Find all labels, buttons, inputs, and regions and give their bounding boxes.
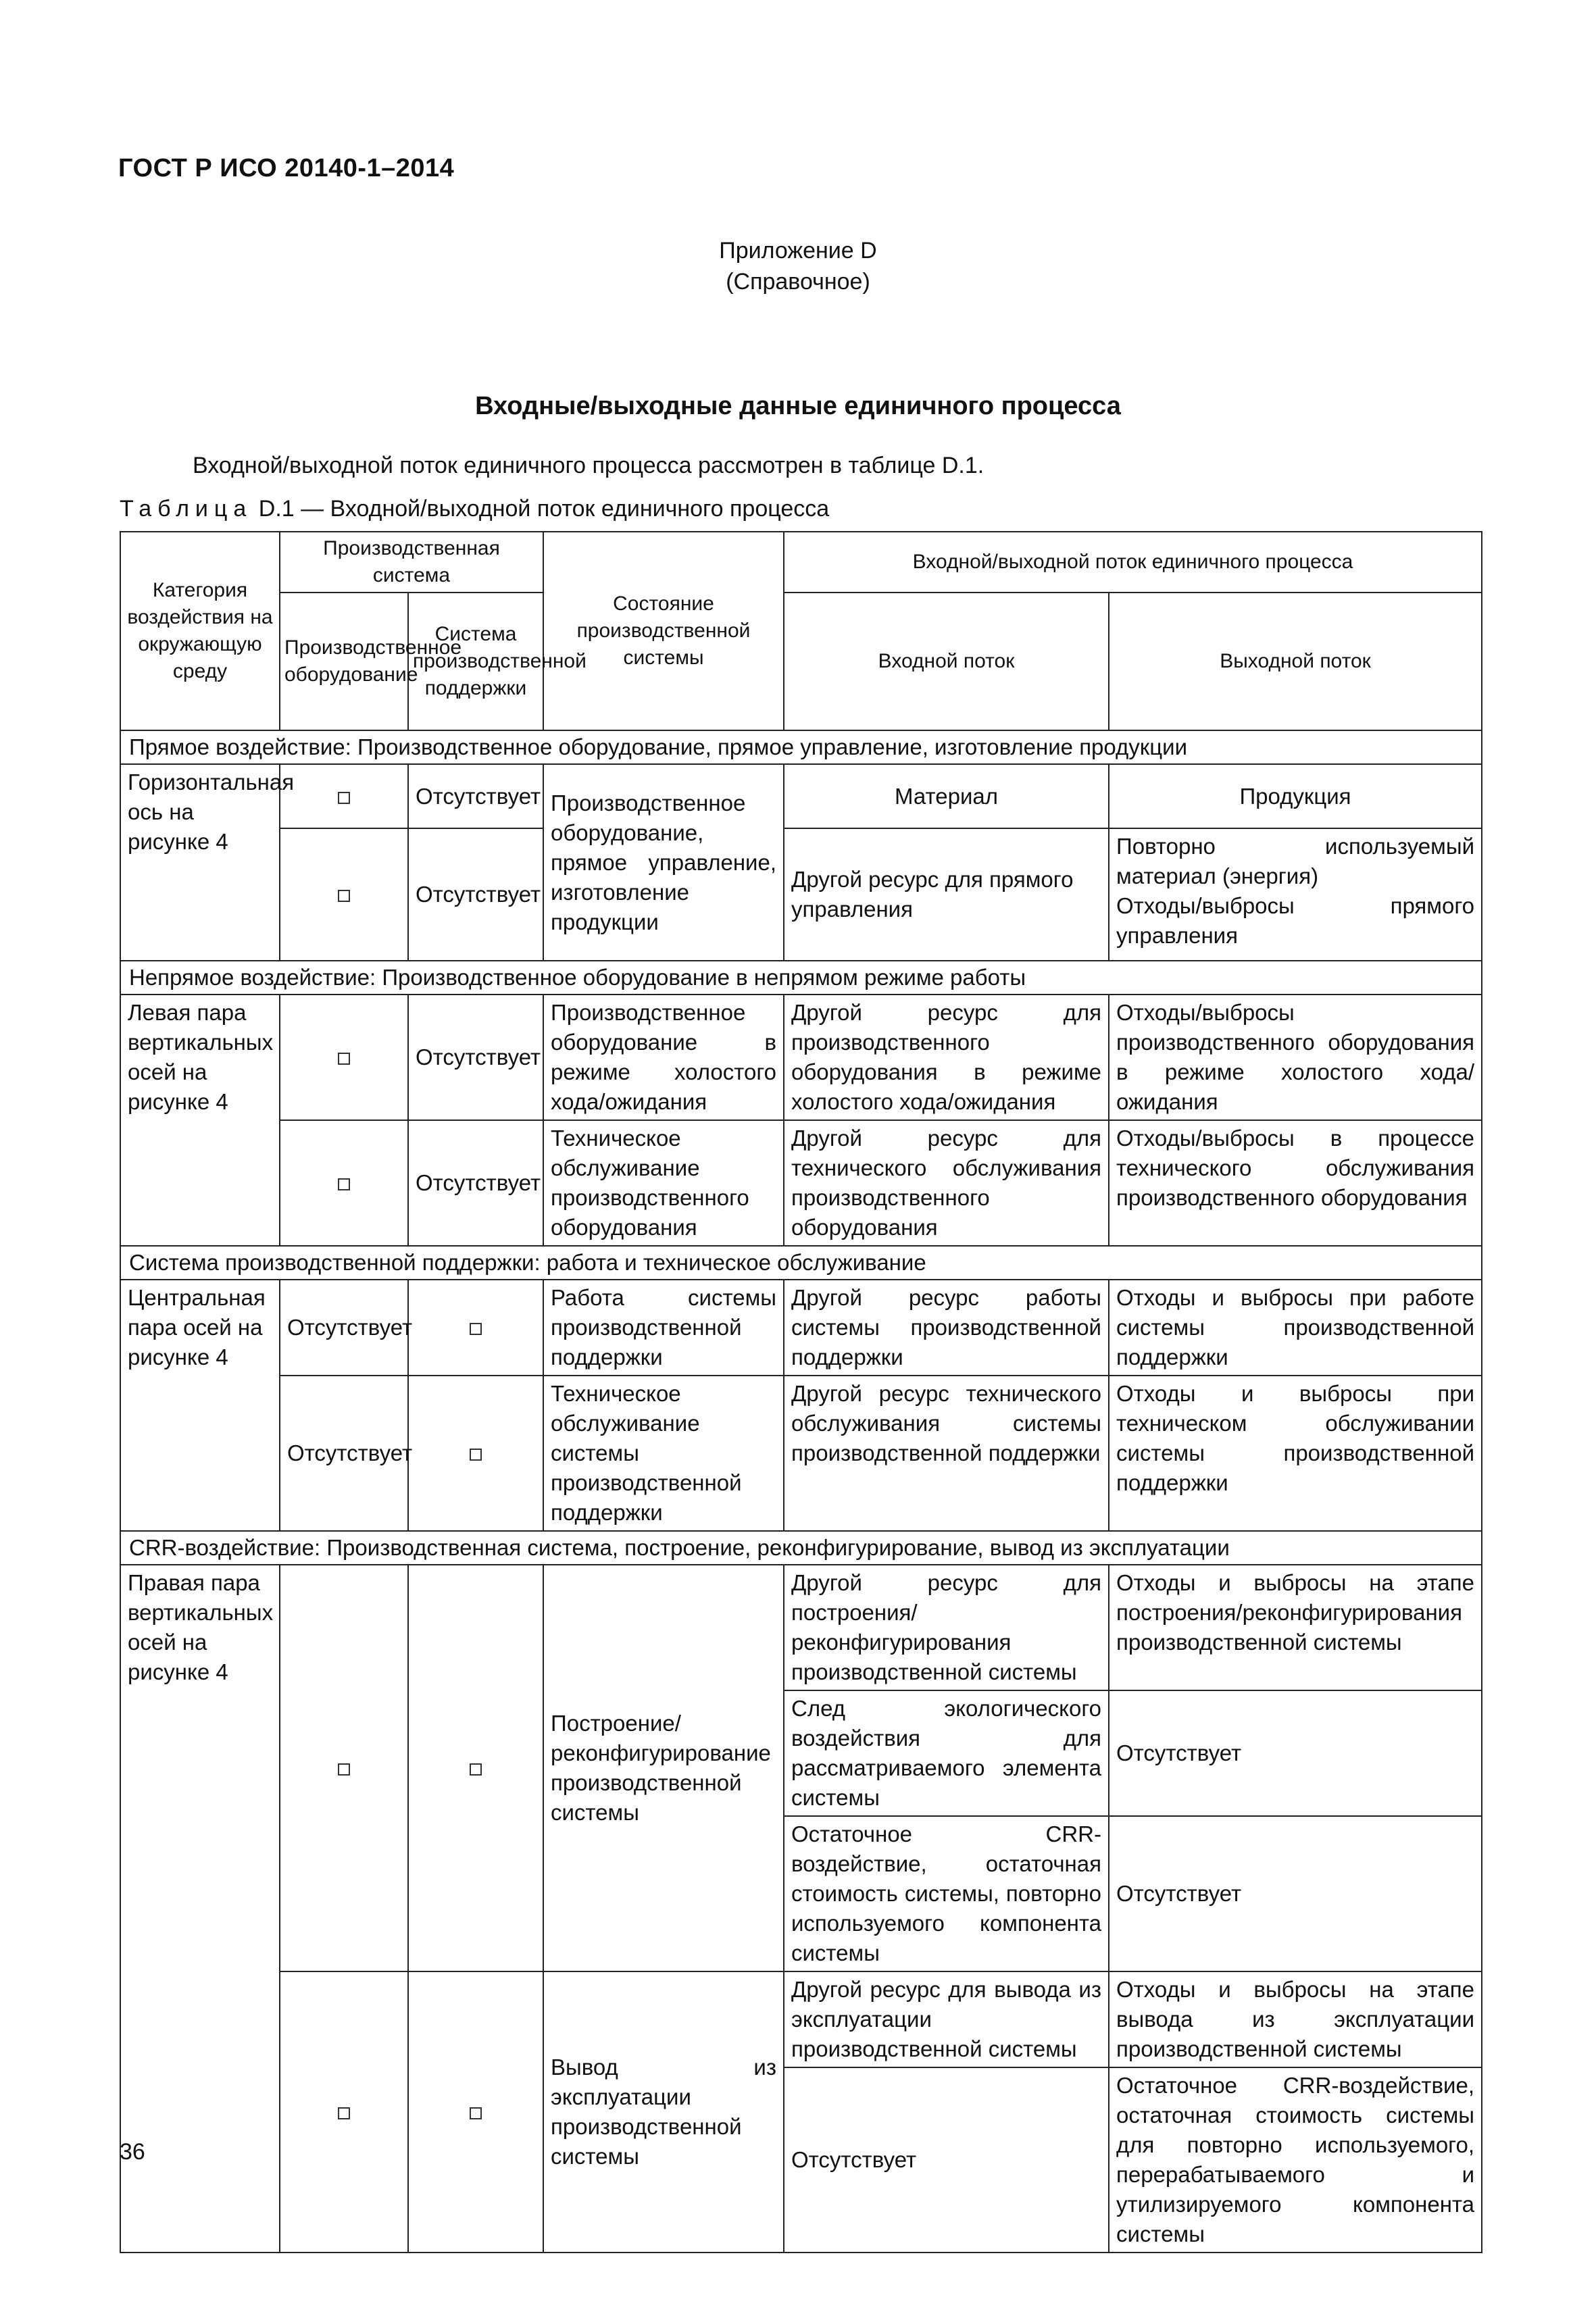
checkbox-icon [470, 1323, 482, 1335]
output-cell [1109, 828, 1482, 961]
checkbox-icon [338, 1763, 350, 1776]
input-cell: След экологического воздействия для рассматриваемого элемента системы [784, 1690, 1109, 1816]
category-cell: Левая пара вертикальных осей на рисунке 4 [120, 995, 280, 1246]
checkbox-icon [338, 2107, 350, 2119]
intro-paragraph: Входной/выходной поток единичного процесса рассмотрен в таблице D.1. [193, 453, 984, 478]
checkbox-icon [470, 1449, 482, 1461]
appendix-title: Приложение D [719, 238, 877, 263]
checkbox-cell [408, 1971, 543, 2253]
output-cell: Отсутствует [1109, 1816, 1482, 1971]
state-cell: Построение/реконфигурирование производственной системы [543, 1565, 784, 1971]
output-line: Повторно используемый материал (энергия) [1116, 834, 1475, 888]
col-header-state: Состояние производственной системы [543, 532, 784, 730]
state-cell: Техническое обслуживание системы производственной поддержки [543, 1376, 784, 1531]
absent-cell: Отсутствует [280, 1376, 408, 1531]
table-caption-text: D.1 — Входной/выходной поток единичного процесса [252, 496, 830, 522]
input-cell: Другой ресурс для вывода из эксплуатации производственной системы [784, 1971, 1109, 2067]
absent-cell: Отсутствует [408, 828, 543, 961]
checkbox-cell [280, 1565, 408, 1971]
checkbox-cell [408, 1280, 543, 1376]
output-line: Отходы/выбросы прямого управления [1116, 893, 1475, 948]
checkbox-cell [280, 1120, 408, 1246]
checkbox-cell [408, 1376, 543, 1531]
checkbox-cell [280, 995, 408, 1120]
table-caption [120, 496, 829, 522]
table-caption-prefix: Таблица [120, 496, 253, 522]
col-header-flow: Входной/выходной поток единичного процесса [784, 532, 1482, 593]
output-cell: Отходы/выбросы в процессе технического обслуживания производственного оборудования [1109, 1120, 1482, 1246]
absent-cell: Отсутствует [408, 764, 543, 828]
category-cell: Правая пара вертикальных осей на рисунке 4 [120, 1565, 280, 2253]
standard-id: ГОСТ Р ИСО 20140-1–2014 [118, 154, 455, 182]
input-cell: Другой ресурс для построения/реконфигурирования производственной системы [784, 1565, 1109, 1690]
state-cell: Техническое обслуживание производственного оборудования [543, 1120, 784, 1246]
state-cell: Работа системы производственной поддержки [543, 1280, 784, 1376]
output-cell: Отходы/выбросы производственного оборудования в режиме холостого хода/ожидания [1109, 995, 1482, 1120]
checkbox-icon [338, 1053, 350, 1065]
input-cell: Материал [784, 764, 1109, 828]
absent-cell: Отсутствует [408, 1120, 543, 1246]
checkbox-icon [470, 1763, 482, 1776]
col-header-category: Категория воздействия на окружающую среду [120, 532, 280, 730]
input-cell: Другой ресурс для производственного оборудования в режиме холостого хода/ожидания [784, 995, 1109, 1120]
checkbox-icon [338, 890, 350, 902]
page-number: 36 [120, 2139, 145, 2165]
input-cell: Другой ресурс для прямого управления [784, 828, 1109, 961]
section-title: Входные/выходные данные единичного процесса [475, 392, 1121, 420]
state-cell: Производственное оборудование, прямое управление, изготовление продукции [543, 764, 784, 961]
input-cell: Другой ресурс для технического обслуживания производственного оборудования [784, 1120, 1109, 1246]
input-cell: Другой ресурс технического обслуживания системы производственной поддержки [784, 1376, 1109, 1531]
category-cell: Горизонтальная ось на рисунке 4 [120, 764, 280, 961]
output-cell: Остаточное CRR-воздействие, остаточная стоимость системы для повторно используемого, перерабатываемого и утилизируемого компонента системы [1109, 2067, 1482, 2253]
flow-table [120, 531, 1482, 2253]
output-cell: Отходы и выбросы на этапе построения/реконфигурирования производственной системы [1109, 1565, 1482, 1690]
category-cell: Центральная пара осей на рисунке 4 [120, 1280, 280, 1531]
checkbox-icon [338, 792, 350, 804]
output-cell: Отходы и выбросы на этапе вывода из эксплуатации производственной системы [1109, 1971, 1482, 2067]
absent-cell: Отсутствует [408, 995, 543, 1120]
input-cell: Другой ресурс работы системы производственной поддержки [784, 1280, 1109, 1376]
input-cell: Остаточное CRR-воздействие, остаточная стоимость системы, повторно используемого компонента системы [784, 1816, 1109, 1971]
section-row: CRR-воздействие: Производственная система, построение, реконфигурирование, вывод из эксплуатации [120, 1531, 1482, 1565]
output-cell: Отсутствует [1109, 1690, 1482, 1816]
checkbox-cell [280, 828, 408, 961]
col-header-output: Выходной поток [1109, 593, 1482, 730]
appendix-heading [0, 235, 1596, 297]
checkbox-cell [280, 1971, 408, 2253]
checkbox-cell [280, 764, 408, 828]
appendix-type: (Справочное) [726, 269, 870, 295]
section-row: Система производственной поддержки: работа и техническое обслуживание [120, 1246, 1482, 1280]
input-cell: Отсутствует [784, 2067, 1109, 2253]
section-row: Непрямое воздействие: Производственное оборудование в непрямом режиме работы [120, 961, 1482, 995]
state-cell: Вывод из эксплуатации производственной системы [543, 1971, 784, 2253]
checkbox-icon [338, 1178, 350, 1190]
checkbox-icon [470, 2107, 482, 2119]
col-header-support-system: Система производственной поддержки [408, 593, 543, 730]
output-cell: Отходы и выбросы при техническом обслуживании системы производственной поддержки [1109, 1376, 1482, 1531]
checkbox-cell [408, 1565, 543, 1971]
col-header-equipment: Производственное оборудование [280, 593, 408, 730]
section-row: Прямое воздействие: Производственное оборудование, прямое управление, изготовление продукции [120, 730, 1482, 764]
state-cell: Производственное оборудование в режиме холостого хода/ожидания [543, 995, 784, 1120]
output-cell: Продукция [1109, 764, 1482, 828]
col-header-input: Входной поток [784, 593, 1109, 730]
output-cell: Отходы и выбросы при работе системы производственной поддержки [1109, 1280, 1482, 1376]
absent-cell: Отсутствует [280, 1280, 408, 1376]
col-header-production-system: Производственная система [280, 532, 543, 593]
